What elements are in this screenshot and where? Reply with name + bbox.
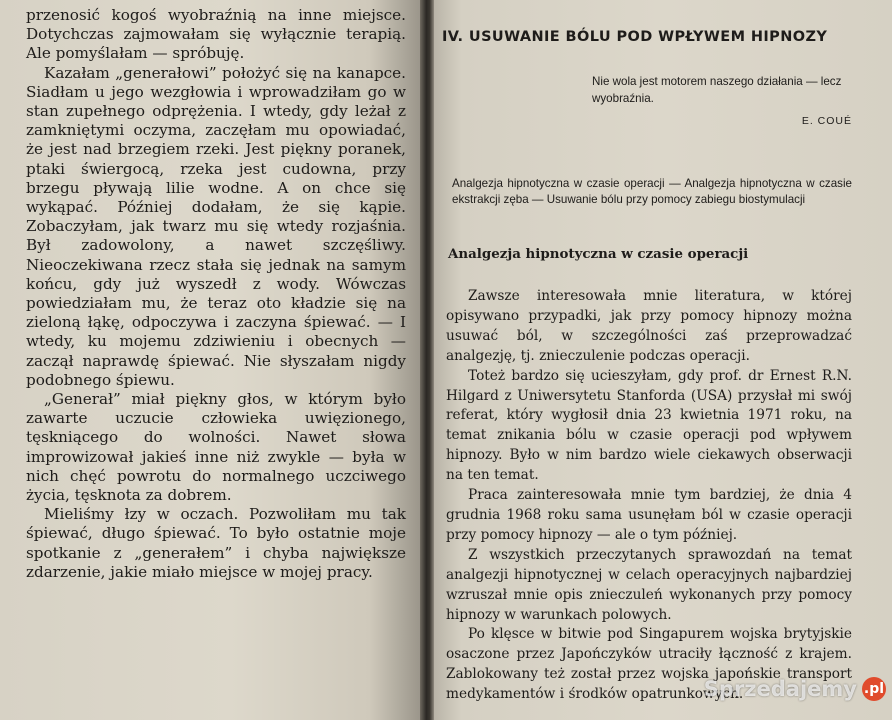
left-page-text — [26, 6, 406, 582]
right-paragraph: Toteż bardzo się ucieszyłam, gdy prof. dr Ernest R.N. Hilgard z Uniwersytetu Stanforda (USA) przysłał mi swój referat, który wygłosił dnia 23 kwietnia 1971 roku, na temat znikania bólu w czasie operacji pod wpływem hipnozy. Było w nim bardzo wiele ciekawych obserwacji na ten temat. — [446, 367, 852, 484]
right-page — [434, 0, 892, 720]
left-paragraph: przenosić kogoś wyobraźnią na inne miejsce. Dotychczas zajmowałam się wyłącznie terapią. Ale pomyślałam — spróbuję. — [26, 6, 406, 63]
chapter-title: IV. USUWANIE BÓLU POD WPŁYWEM HIPNOZY — [442, 29, 828, 45]
watermark-text: Sprzedajemy — [703, 677, 857, 701]
right-paragraph: Z wszystkich przeczytanych sprawozdań na temat analgezji hipnotycznej w celach operacyjnych najbardziej wzruszał mnie opis znieczuleń wykonanych przy pomocy hipnozy w warunkach polowych. — [446, 546, 852, 623]
right-paragraph: Praca zainteresowała mnie tym bardziej, że dnia 4 grudnia 1968 roku sama usunęłam ból w czasie operacji przy pomocy hipnozy — ale o tym później. — [446, 487, 852, 543]
right-paragraph: Zawsze interesowała mnie literatura, w której opisywano przypadki, jak przy pomocy hipnozy można usuwać ból, w szczególności zaś przeprowadzać analgezję, tj. znieczulenie podczas operacji. — [446, 288, 852, 364]
watermark-logo: .pl — [862, 677, 886, 701]
book-spine — [420, 0, 434, 720]
chapter-summary: Analgezja hipnotyczna w czasie operacji — Analgezja hipnotyczna w czasie ekstrakcji zęba — Usuwanie bólu przy pomocy zabiegu biostymulacji — [452, 177, 852, 206]
motto-author: E. COUÉ — [801, 115, 852, 127]
left-paragraph: Mieliśmy łzy w oczach. Pozwoliłam mu tak śpiewać, długo śpiewać. To było ostatnie moje spotkanie z „generałem” i chyba największe zdarzenie, jakie miało miejsce w mojej pracy. — [26, 505, 406, 581]
left-page — [0, 0, 420, 720]
watermark — [686, 666, 886, 712]
left-paragraph: „Generał” miał piękny głos, w którym było zawarte uczucie człowieka uwięzionego, tęskniącego do wolności. Nawet słowa improwizował jakieś inne niż zwykle — była w nich chęć powrotu do normalnego uczciwego życia, tęsknota za dobrem. — [26, 390, 406, 505]
right-page-text — [446, 287, 852, 705]
motto-text: Nie wola jest motorem naszego działania — lecz wyobraźnia. — [592, 75, 842, 105]
left-paragraph: Kazałam „generałowi” położyć się na kanapce. Siadłam u jego wezgłowia i wprowadziłam go w stan zupełnego odprężenia. I wtedy, gdy leżał z zamkniętymi oczyma, zaczęłam mu opowiadać, że jest nad brzegiem rzeki. Jest piękny poranek, ptaki świergocą, rzeka jest cudowna, przy brzegu pływają lilie wodne. A on chce się wykąpać. Później dodałam, że się kąpie. Zobaczyłam, jak twarz mu się wtedy rozjaśnia. Był zadowolony, a nawet szczęśliwy. Nieoczekiwana rzecz stała się jednak na samym końcu, gdy już wyszedł z wody. Wówczas powiedziałam mu, że teraz oto kładzie się na zieloną łąkę, odpoczywa i zaczyna śpiewać. — I wtedy, ku mojemu zdziwieniu i obecnych — zaczął naprawdę śpiewać. Nie słyszałam nigdy podobnego śpiewu. — [26, 63, 406, 389]
motto-quote — [592, 73, 852, 130]
section-title: Analgezja hipnotyczna w czasie operacji — [448, 246, 749, 262]
right-paragraph: Po klęsce w bitwie pod Singapurem wojska brytyjskie osaczone przez Japończyków utraciły łączność z krajem. Zablokowany też został przez wojska japońskie transport medykamentów i środków opatrunkowych. — [446, 626, 852, 703]
